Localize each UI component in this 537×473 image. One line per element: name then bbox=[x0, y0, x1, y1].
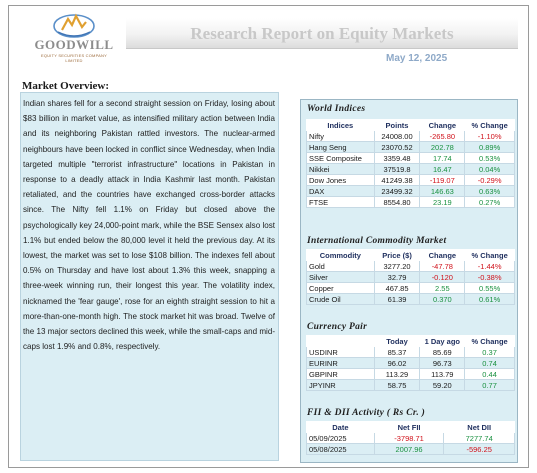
world-indices-table bbox=[306, 119, 515, 208]
commodity-cell: Copper bbox=[307, 283, 375, 294]
commodity-cell: 3277.20 bbox=[374, 261, 420, 272]
currency-cell: 85.37 bbox=[374, 347, 420, 358]
world_indices-cell: 202.78 bbox=[420, 142, 465, 153]
company-logo bbox=[32, 10, 116, 65]
fii_dii-cell: 2007.96 bbox=[374, 444, 444, 455]
world_indices-cell: 16.47 bbox=[420, 164, 465, 175]
world_indices-header-cell: Change bbox=[420, 120, 465, 131]
market-data-panel bbox=[300, 99, 518, 463]
world_indices-cell: 37519.8 bbox=[374, 164, 420, 175]
table-row bbox=[307, 186, 515, 197]
table-row bbox=[307, 197, 515, 208]
world-indices-title: World Indices bbox=[307, 104, 366, 114]
report-title: Research Report on Equity Markets bbox=[190, 24, 454, 43]
commodity-cell: 2.55 bbox=[420, 283, 465, 294]
report-date: May 12, 2025 bbox=[386, 53, 448, 64]
currency-cell: 0.77 bbox=[465, 380, 515, 391]
table-row bbox=[307, 272, 515, 283]
world_indices-cell: 23070.52 bbox=[374, 142, 420, 153]
world_indices-cell: Nifty bbox=[307, 131, 375, 142]
commodity-cell: Silver bbox=[307, 272, 375, 283]
table-row bbox=[307, 131, 515, 142]
fii_dii-header-cell: Net FII bbox=[374, 422, 444, 433]
commodity-cell: -1.44% bbox=[465, 261, 515, 272]
world_indices-cell: FTSE bbox=[307, 197, 375, 208]
world_indices-cell: -1.10% bbox=[465, 131, 515, 142]
table-row bbox=[307, 283, 515, 294]
commodity-cell: 0.370 bbox=[420, 294, 465, 305]
commodity-cell: -0.120 bbox=[420, 272, 465, 283]
world_indices-cell: 0.89% bbox=[465, 142, 515, 153]
currency-header-cell: % Change bbox=[465, 336, 515, 347]
commodity-header-cell: Price ($) bbox=[374, 250, 420, 261]
world_indices-header-cell: Points bbox=[374, 120, 420, 131]
commodity-cell: Crude Oil bbox=[307, 294, 375, 305]
commodity-cell: 0.55% bbox=[465, 283, 515, 294]
commodity-cell: 467.85 bbox=[374, 283, 420, 294]
commodity-header-cell: Commodity bbox=[307, 250, 375, 261]
table-row bbox=[307, 433, 515, 444]
fii-dii-title: FII & DII Activity ( Rs Cr. ) bbox=[307, 408, 426, 418]
currency-cell: 0.37 bbox=[465, 347, 515, 358]
world_indices-cell: -265.80 bbox=[420, 131, 465, 142]
table-row bbox=[307, 380, 515, 391]
fii_dii-cell: 05/09/2025 bbox=[307, 433, 375, 444]
world_indices-cell: 17.74 bbox=[420, 153, 465, 164]
world_indices-cell: 3359.48 bbox=[374, 153, 420, 164]
world_indices-header-cell: % Change bbox=[465, 120, 515, 131]
currency-cell: 96.02 bbox=[374, 358, 420, 369]
table-row bbox=[307, 164, 515, 175]
fii_dii-header-cell: Net DII bbox=[444, 422, 515, 433]
commodity-title: International Commodity Market bbox=[307, 236, 447, 246]
fii_dii-cell: 05/08/2025 bbox=[307, 444, 375, 455]
world_indices-header-cell: Indices bbox=[307, 120, 375, 131]
world_indices-cell: 23499.32 bbox=[374, 186, 420, 197]
commodity-table bbox=[306, 249, 515, 305]
currency-title: Currency Pair bbox=[307, 322, 368, 332]
commodity-cell: -0.38% bbox=[465, 272, 515, 283]
logo-emblem-icon bbox=[52, 10, 96, 38]
table-row bbox=[307, 153, 515, 164]
world_indices-cell: 8554.80 bbox=[374, 197, 420, 208]
world_indices-cell: 146.63 bbox=[420, 186, 465, 197]
commodity-header-cell: Change bbox=[420, 250, 465, 261]
commodity-header-cell: % Change bbox=[465, 250, 515, 261]
market-overview-text: Indian shares fell for a second straight session on Friday, losing about $83 billion in market value, as intensified military action between India and its neighboring Pakistan rattled investors. The nuclear-armed neighbours have been locked in conflict since Wednesday, when India targeted multiple "terrorist infrastructure" locations in Pakistan in response to a deadly attack in India Kashmir last month. Pakistan retaliated, and the countries have exchanged cross-border attacks since. The Nifty fell 1.1% on Friday but closed above the psychologically key 24,000-point mark, while the BSE Sensex also lost 1.1% but ended below the 80,000 level it held the previous day. At its lowest, the market was set to lose $108 billion. The indexes fell about 0.5% on Thursday and have lost about 1.3% this week, snapping a three-week winning run, their longest this year. The volatility index, nicknamed the 'fear gauge', rose for an eighth straight session to hit a more-than-one-month high. The stock market hit was broad. Twelve of the 13 major sectors declined this week, while the small-caps and mid-caps lost 1.9% and 0.8%, respectively. bbox=[23, 99, 275, 352]
table-row bbox=[307, 358, 515, 369]
currency-table bbox=[306, 335, 515, 391]
fii_dii-header-cell: Date bbox=[307, 422, 375, 433]
world_indices-cell: -119.07 bbox=[420, 175, 465, 186]
commodity-cell: 32.79 bbox=[374, 272, 420, 283]
logo-tagline: EQUITY SECURITIES COMPANY LIMITED bbox=[41, 53, 107, 63]
world_indices-cell: Nikkei bbox=[307, 164, 375, 175]
world_indices-cell: Hang Seng bbox=[307, 142, 375, 153]
currency-cell: 96.73 bbox=[420, 358, 465, 369]
currency-cell: 113.79 bbox=[420, 369, 465, 380]
world_indices-cell: 23.19 bbox=[420, 197, 465, 208]
currency-cell: 85.69 bbox=[420, 347, 465, 358]
world_indices-cell: 24008.00 bbox=[374, 131, 420, 142]
logo-wordmark: GOODWILL bbox=[34, 37, 114, 52]
fii_dii-cell: -596.25 bbox=[444, 444, 515, 455]
table-row bbox=[307, 294, 515, 305]
fii-dii-table bbox=[306, 421, 515, 455]
table-row bbox=[307, 175, 515, 186]
table-row bbox=[307, 444, 515, 455]
currency-cell: JPYINR bbox=[307, 380, 375, 391]
world_indices-cell: 0.27% bbox=[465, 197, 515, 208]
commodity-cell: 0.61% bbox=[465, 294, 515, 305]
currency-cell: 113.29 bbox=[374, 369, 420, 380]
world_indices-cell: Dow Jones bbox=[307, 175, 375, 186]
world_indices-cell: DAX bbox=[307, 186, 375, 197]
currency-header-cell: 1 Day ago bbox=[420, 336, 465, 347]
commodity-cell: Gold bbox=[307, 261, 375, 272]
currency-cell: 0.44 bbox=[465, 369, 515, 380]
table-row bbox=[307, 261, 515, 272]
currency-cell: 59.20 bbox=[420, 380, 465, 391]
currency-cell: GBPINR bbox=[307, 369, 375, 380]
world_indices-cell: 0.63% bbox=[465, 186, 515, 197]
currency-header-cell: Today bbox=[374, 336, 420, 347]
currency-cell: 58.75 bbox=[374, 380, 420, 391]
fii_dii-cell: -3798.71 bbox=[374, 433, 444, 444]
currency-cell: 0.74 bbox=[465, 358, 515, 369]
market-overview-heading: Market Overview: bbox=[22, 80, 110, 92]
world_indices-cell: 41249.38 bbox=[374, 175, 420, 186]
table-row bbox=[307, 347, 515, 358]
world_indices-cell: SSE Composite bbox=[307, 153, 375, 164]
currency-cell: USDINR bbox=[307, 347, 375, 358]
commodity-cell: -47.78 bbox=[420, 261, 465, 272]
world_indices-cell: -0.29% bbox=[465, 175, 515, 186]
market-overview-box bbox=[20, 92, 279, 461]
title-banner bbox=[126, 18, 518, 49]
currency-header-cell bbox=[307, 336, 375, 347]
table-row bbox=[307, 142, 515, 153]
table-row bbox=[307, 369, 515, 380]
world_indices-cell: 0.53% bbox=[465, 153, 515, 164]
currency-cell: EURINR bbox=[307, 358, 375, 369]
fii_dii-cell: 7277.74 bbox=[444, 433, 515, 444]
commodity-cell: 61.39 bbox=[374, 294, 420, 305]
world_indices-cell: 0.04% bbox=[465, 164, 515, 175]
